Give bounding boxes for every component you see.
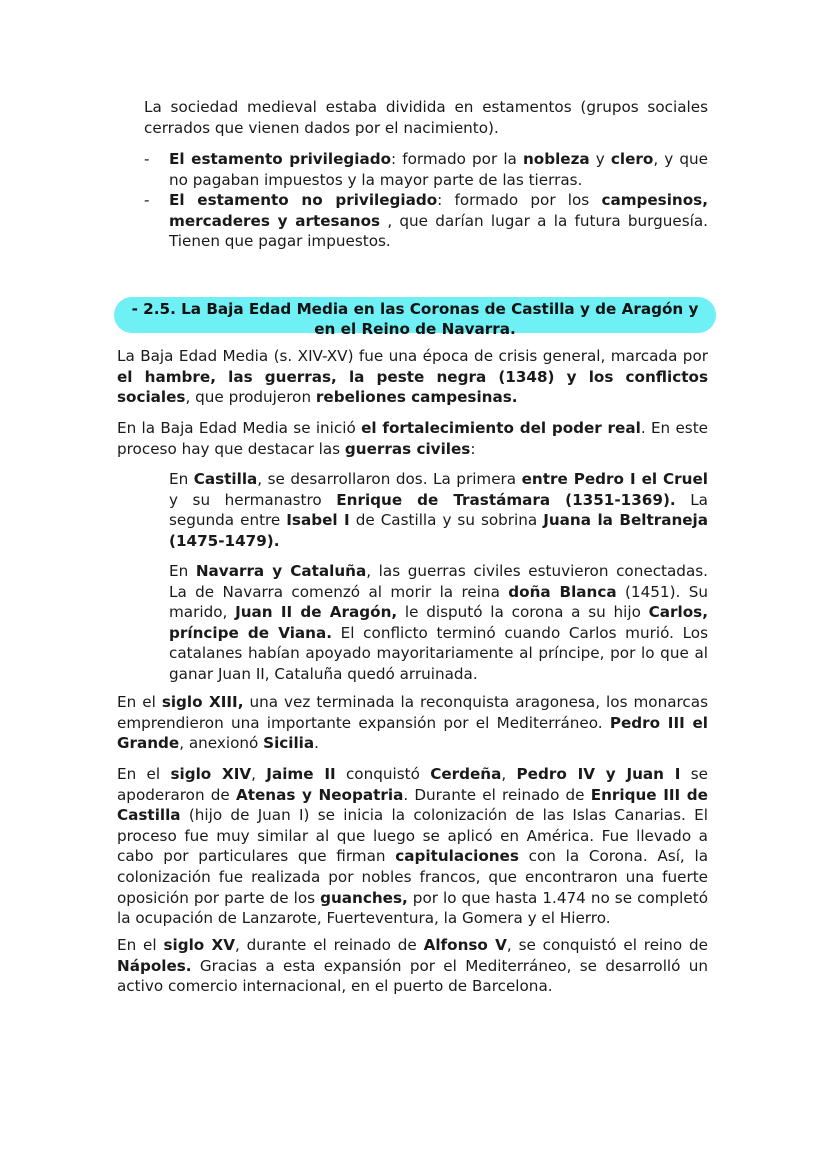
text-run: En <box>169 562 196 580</box>
list-item <box>144 190 708 252</box>
text-run: , anexionó <box>179 734 264 753</box>
text-run: : <box>470 439 476 458</box>
text-run: . <box>314 734 319 753</box>
text-run: de Castilla y su sobrina <box>349 511 544 530</box>
bold-text-run: Carlos, príncipe de Viana. <box>169 603 708 642</box>
text-run: El conflicto terminó cuando Carlos murió. Los catalanes habían apoyado mayoritariamente al príncipe, por lo que al ganar Juan II, Cataluña quedó arruinada. <box>169 623 709 683</box>
text-run: En el <box>117 693 162 711</box>
bullet-dash: - <box>144 191 150 210</box>
text-run: , que darían lugar a la futura burguesía. Tienen que pagar impuestos. <box>169 211 708 251</box>
text-run: por lo que hasta 1.474 no se completó la ocupación de Lanzarote, Fuerteventura, la Gomera y el Hierro. <box>117 888 708 928</box>
list-item-text <box>169 191 708 250</box>
bold-text-run: siglo XV <box>163 936 235 954</box>
section-heading-line-1: - 2.5. La Baja Edad Media en las Coronas de Castilla y de Aragón y <box>131 300 699 318</box>
paragraph-crisis <box>117 346 708 408</box>
bold-text-run: El estamento no privilegiado <box>169 191 438 210</box>
bold-text-run: clero <box>610 150 654 168</box>
bold-text-run: Pedro III el Grande <box>117 713 708 753</box>
text-run: : formado por la <box>391 150 523 168</box>
bold-text-run: Nápoles. <box>117 956 192 975</box>
bold-text-run: Alfonso V <box>423 936 507 954</box>
text-run: y su hermanastro <box>169 490 337 509</box>
text-run: En la Baja Edad Media se inició <box>117 419 362 437</box>
text-run: . Durante el reinado de <box>403 785 591 804</box>
bold-text-run: Navarra y Cataluña <box>195 562 367 580</box>
paragraph-navarra-cataluna <box>169 561 708 685</box>
text-run: En el <box>117 765 171 783</box>
text-run: conquistó <box>335 765 431 783</box>
paragraph-siglo-xiv <box>117 764 708 929</box>
paragraph-siglo-xv <box>117 935 708 997</box>
text-run: En <box>169 470 194 488</box>
paragraph-poder-real <box>117 418 708 459</box>
bold-text-run: Pedro IV y Juan I <box>516 765 681 783</box>
bold-text-run: rebeliones campesinas. <box>315 388 518 407</box>
bold-text-run: doña Blanca <box>508 582 617 601</box>
text-run: le disputó la corona a su hijo <box>397 603 649 622</box>
text-run: con la Corona. Así, la colonización fue realizada por nobles francos, que encontraron una fuerte oposición por parte de los <box>117 847 708 907</box>
bold-text-run: Castilla <box>193 470 258 488</box>
bold-text-run: capitulaciones <box>395 847 519 866</box>
bold-text-run: Juan II de Aragón, <box>235 603 398 622</box>
bold-text-run: campesinos, mercaderes y artesanos <box>169 191 708 230</box>
text-run: , durante el reinado de <box>234 936 424 954</box>
bold-text-run: El estamento privilegiado <box>169 150 392 168</box>
text-run: La segunda entre <box>169 490 708 530</box>
bold-text-run: Sicilia <box>263 734 315 753</box>
text-run: , <box>501 765 517 783</box>
text-run: La Baja Edad Media (s. XIV-XV) fue una época de crisis general, marcada por <box>117 347 708 365</box>
text-run: Gracias a esta expansión por el Mediterráneo, se desarrolló un activo comercio internacional, en el puerto de Barcelona. <box>117 956 708 996</box>
estamentos-list <box>144 149 708 252</box>
bold-text-run: Atenas y Neopatria <box>235 785 404 804</box>
text-run: (hijo de Juan I) se inicia la colonización de las Islas Canarias. El proceso fue muy similar al que luego se aplicó en América. Fue llevado a cabo por particulares que firman <box>117 806 708 866</box>
text-run: , que produjeron <box>185 388 316 407</box>
section-heading <box>114 299 716 340</box>
bold-text-run: Enrique de Trastámara (1351-1369). <box>336 490 676 509</box>
bold-text-run: Jaime II <box>266 765 336 783</box>
bold-text-run: el hambre, las guerras, la peste negra (1348) y los conflictos sociales <box>117 367 708 407</box>
text-run: una vez terminada la reconquista aragonesa, los monarcas emprendieron una importante expansión por el Mediterráneo. <box>117 693 708 732</box>
text-run: La sociedad medieval estaba dividida en estamentos (grupos sociales cerrados que vienen dados por el nacimiento). <box>144 98 708 137</box>
paragraph-castilla <box>169 469 708 551</box>
text-run: : formado por los <box>437 191 602 210</box>
text-run: , se conquistó el reino de <box>506 936 709 954</box>
intro-paragraph <box>144 97 708 138</box>
text-run: se apoderaron de <box>117 765 709 804</box>
bold-text-run: Isabel I <box>286 511 350 530</box>
paragraph-siglo-xiii <box>117 692 708 754</box>
bold-text-run: Cerdeña <box>430 765 502 783</box>
bold-text-run: el fortalecimiento del poder real <box>361 419 641 437</box>
section-heading-line-2: en el Reino de Navarra. <box>314 320 516 339</box>
bold-text-run: entre Pedro I el Cruel <box>521 470 708 488</box>
text-run: , <box>251 765 267 783</box>
bold-text-run: guanches, <box>320 888 408 907</box>
bold-text-run: siglo XIV <box>170 765 252 783</box>
bold-text-run: Juana la Beltraneja (1475-1479). <box>169 511 709 550</box>
list-item <box>144 149 708 190</box>
text-run: , se desarrollaron dos. La primera <box>257 470 522 488</box>
text-run: y <box>589 150 611 168</box>
text-run: . En este proceso hay que destacar las <box>117 419 709 458</box>
bullet-dash: - <box>144 150 150 168</box>
bold-text-run: guerras civiles <box>344 439 471 458</box>
text-run: (1451). Su marido, <box>169 582 708 622</box>
bold-text-run: Enrique III de Castilla <box>117 785 708 825</box>
list-item-text <box>169 150 708 189</box>
bold-text-run: siglo XIII, <box>161 693 244 711</box>
text-run: En el <box>117 936 164 954</box>
text-run: , las guerras civiles estuvieron conectadas. La de Navarra comenzó al morir la reina <box>169 562 708 601</box>
bold-text-run: nobleza <box>522 150 590 168</box>
text-run: , y que no pagaban impuestos y la mayor parte de las tierras. <box>169 150 708 189</box>
